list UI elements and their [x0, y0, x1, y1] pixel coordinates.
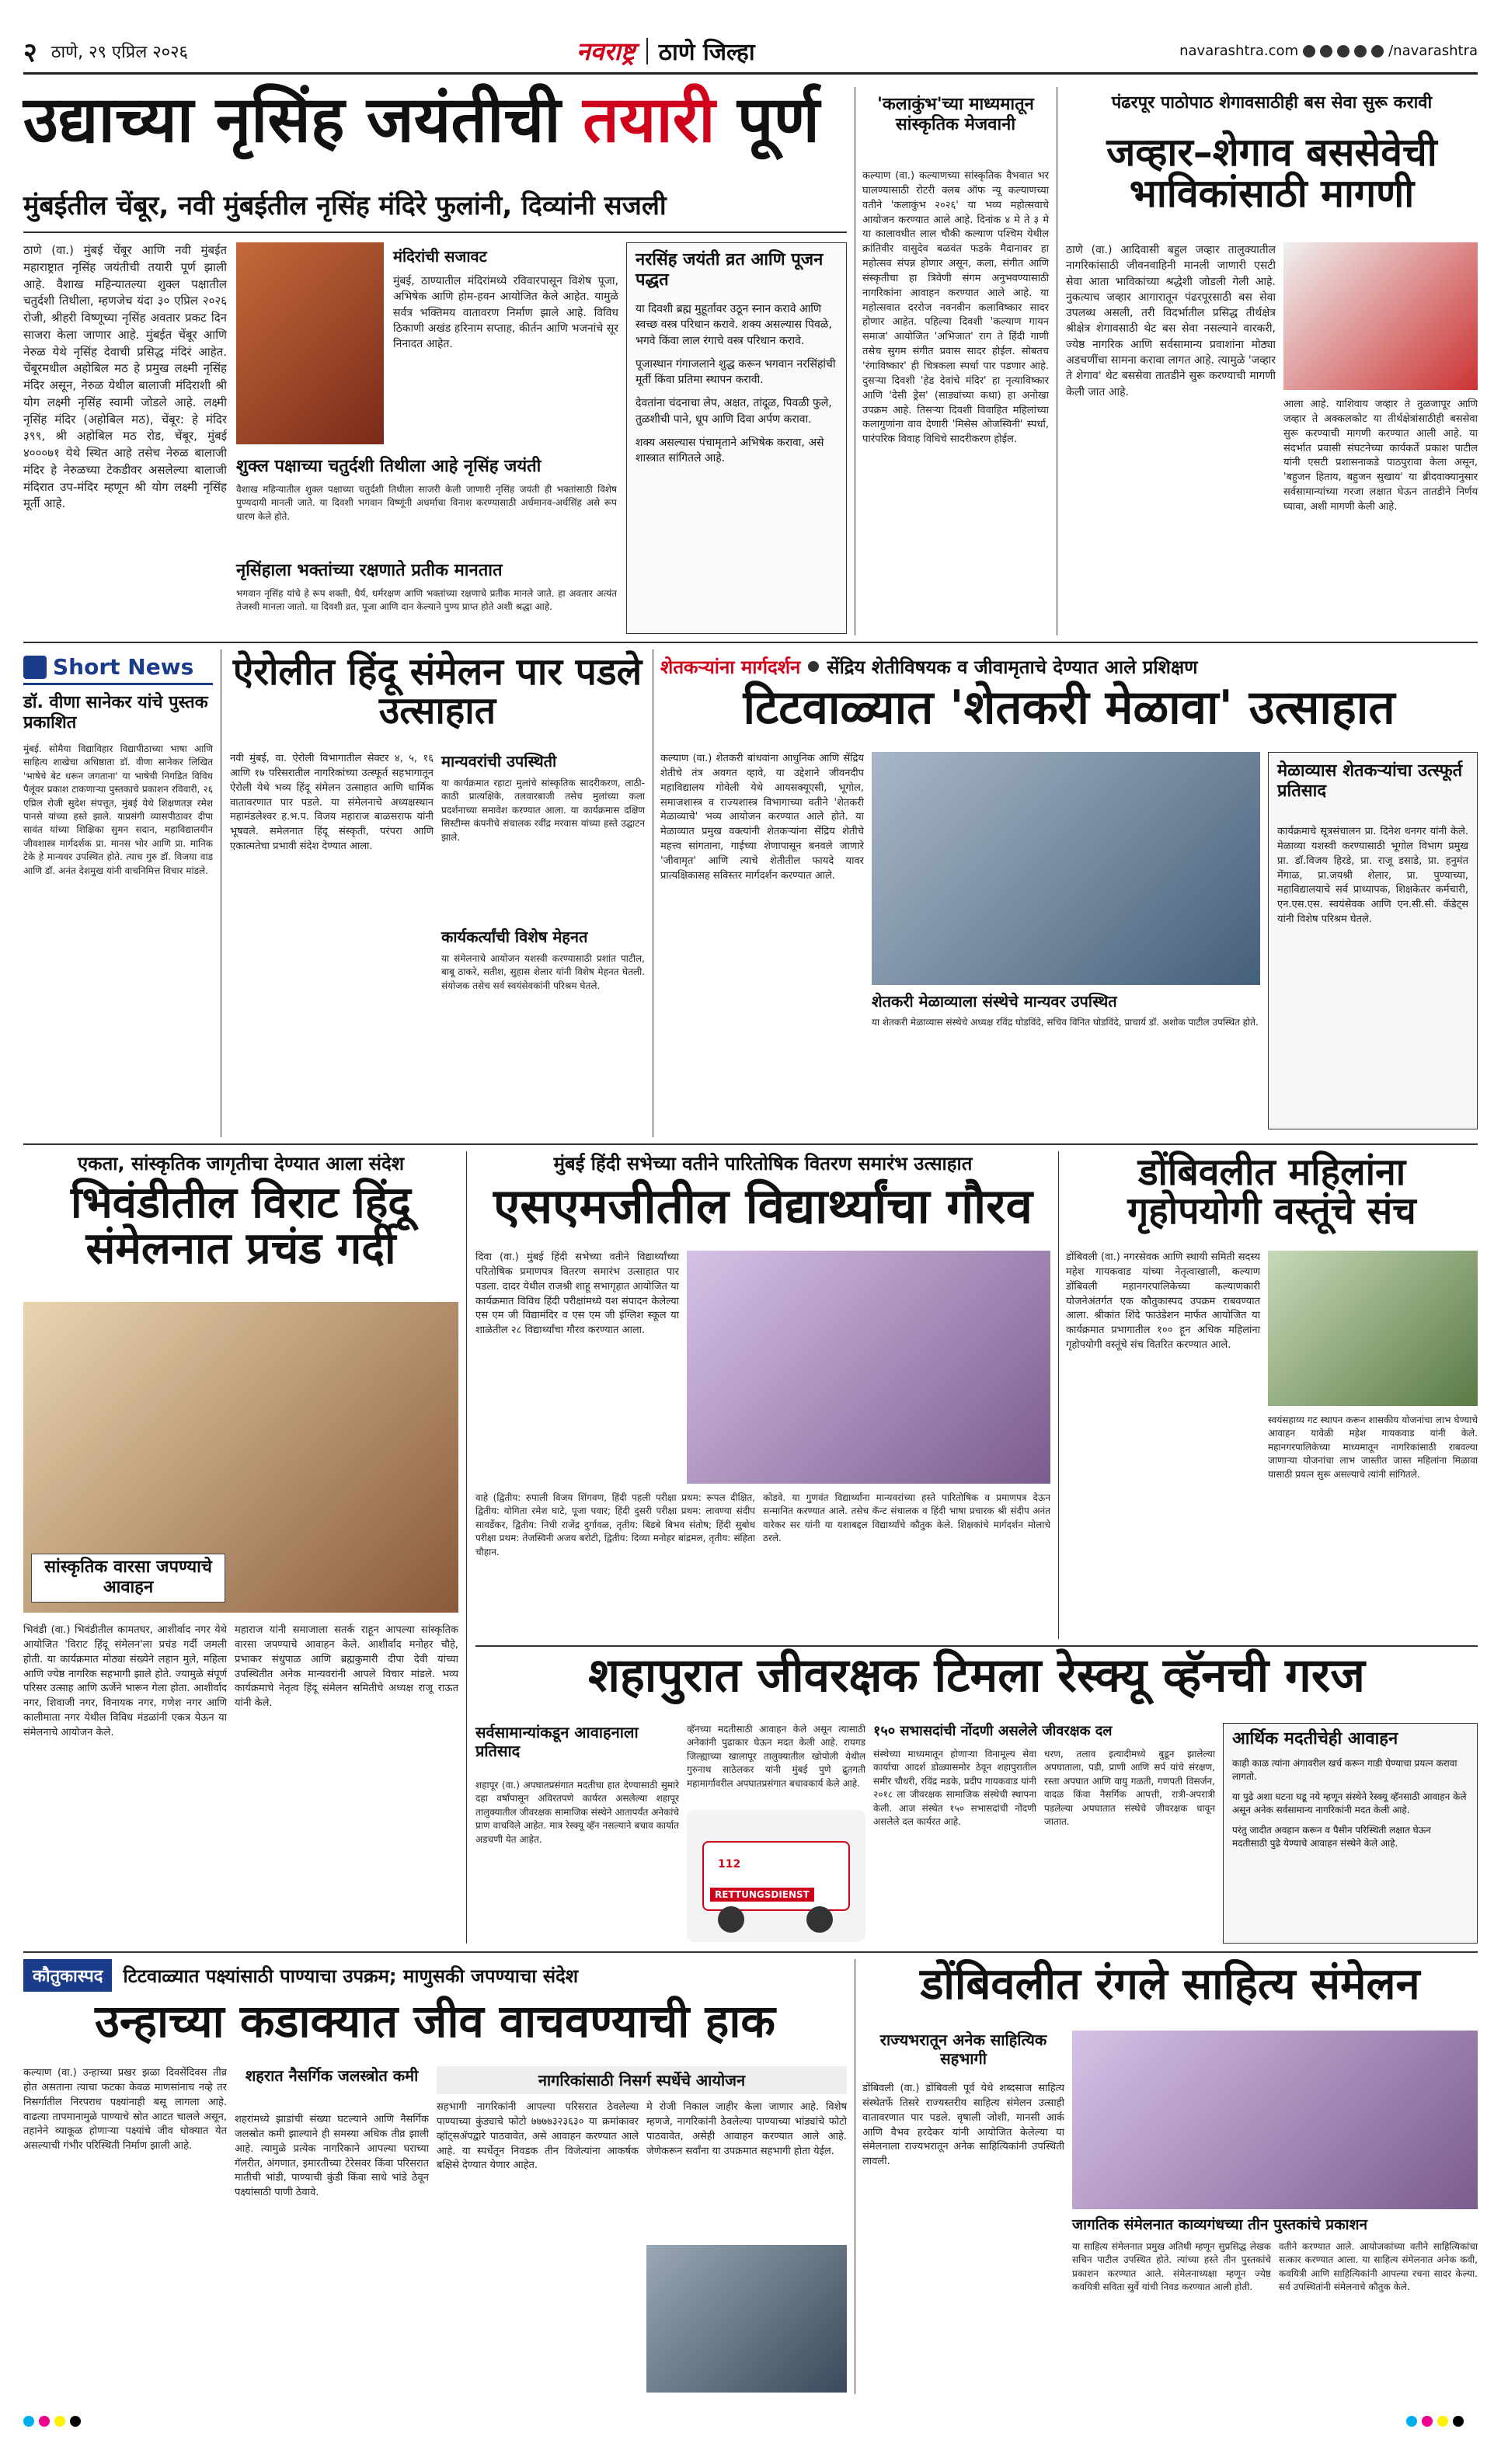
bhiwandi-caption: सांस्कृतिक वारसा जपण्याचे आवाहन — [31, 1554, 225, 1603]
yellow-mark — [1437, 2416, 1448, 2427]
dombivli2-cap-body-cont: वतीने करण्यात आले. आयोजकांच्या वतीने साहित्यिकांचा सत्कार करण्यात आला. या साहित्य संमेलनात अनेक कवी, कवयित्री आणि साहित्यिकांनी आपल्या रचना सादर केल्या. सर्व उपस्थितांनी संमेलनाचे कौतुक केले. — [1279, 2241, 1478, 2293]
rescue-van-illustration — [687, 1810, 865, 1942]
black-mark — [1453, 2416, 1464, 2427]
bhiwandi-headline: भिवंडीतील विराट हिंदू संमेलनात प्रचंड गर्दी — [70, 1178, 412, 1274]
airoli-work-title: कार्यकर्त्यांची विशेष मेहनत — [441, 927, 588, 946]
titwala-body: कल्याण (वा.) उन्हाच्या प्रखर झळा दिवसेंदिवस तीव्र होत असताना त्याचा फटका केवळ माणसांनाच नव्हे तर निसर्गातील निरपराध पक्ष्यांनाही बसू लागला आहे. वाढत्या तापमानामुळे पाण्याचे स्रोत आटत चालले असून, तहानेने व्याकूळ होणाऱ्या पक्ष्यांचे जीव धोक्यात येत असल्याची गंभीर परिस्थिती निर्माण झाली आहे. — [23, 2067, 227, 2153]
lead-headline — [23, 83, 847, 157]
titwala-sub-b: नागरिकांसाठी निसर्ग स्पर्धेचे आयोजन — [437, 2066, 847, 2094]
short-news-body: मुंबई. सोमैया विद्याविहार विद्यापीठाच्या भाषा आणि साहित्य शाखेचा अधिष्ठाता डॉ. वीणा सानेकर लिखित 'भाषेचे बेट धरून जगताना' या भाषेची निगडित विविध पैलूंवर प्रकाश टाकणाऱ्या पुस्तकाचे प्रकाशन रविवारी, २६ एप्रिल रोजी सुदेश संपत्तूत, मुंबई येथे शिक्षणतज्ञ रमेश पानसे यांच्या हस्ते झाले. याप्रसंगी व्यासपीठावर दीपा सावंत यांच्या शिक्षिका सुमन सदान, महाविद्यालयीन जीवशास्त्र मार्गदर्शक प्रा. मानस भोर आणि प्रा. मानिक टेके हे मान्यवर उपस्थित होते. त्याच गुरु डॉ. विजया वाड आणि डॉ. अनंत देशमुख यांनी वाचनिमित्त विचार मांडले. — [23, 743, 213, 876]
short-news-label-box — [23, 651, 213, 685]
header-links — [1179, 43, 1478, 59]
header-divider — [646, 38, 648, 64]
vrat-list — [636, 301, 839, 628]
smj-kicker: मुंबई हिंदी सभेच्या वतीने पारितोषिक वितरण समारंभ उत्साहात — [553, 1153, 973, 1175]
smj-body-cont: कोडवे. या गुणवंत विद्यार्थ्यांना मान्यवरांच्या हस्ते पारितोषिक व प्रमाणपत्र देऊन सन्मानित करण्यात आले. तसेच कॅन्ट संचालक व हिंदी भाषा प्रचारक श्री संदीप अनंत वारेकर सर यांनी या यशाबद्दल विद्यार्थ्यांचे कौतुक केले. शिक्षकांचे मार्गदर्शन मोलाचे ठरले. — [763, 1492, 1050, 1544]
tithi-body: वैशाख महिन्यातील शुक्ल पक्षाच्या चतुर्दशी तिथीला साजरी केली जाणारी नृसिंह जयंती ही भक्तांसाठी विशेष पुण्यदायी मानली जाते. या दिवशी भगवान विष्णूंनी अधर्माचा विनाश करण्यासाठी अर्धमानव-अर्धसिंह असे रूप धारण केले होते. — [236, 484, 617, 522]
facebook-icon[interactable] — [1303, 45, 1315, 57]
farmers-side-title: मेळाव्यास शेतकऱ्यांचा उत्स्फूर्त प्रतिसाद — [1277, 761, 1463, 802]
linkedin-icon[interactable] — [1371, 45, 1384, 57]
cyan-mark — [23, 2416, 34, 2427]
titwala-body-c: मे रोजी निकाल जाहीर केला जाणार आहे. विशेष म्हणजे, नागरिकांनी ठेवलेल्या पाण्याच्या भांड्यांचे फोटो पाठवावेत, असेही आवाहन करण्यात आले आहे. जेणेकरून सर्वांना या उपक्रमात सहभागी होता येईल. — [646, 2101, 847, 2157]
farmers-photo-note: या शेतकरी मेळाव्यास संस्थेचे अध्यक्ष रविंद्र घोडविंदे, सचिव विनित घोडविंदे, प्राचार्य डॉ. अशोक पाटील उपस्थित होते. — [872, 1017, 1259, 1028]
short-news-icon — [23, 656, 47, 679]
social-handle: /navarashtra — [1388, 43, 1478, 59]
shahapur-sub2: १५० सभासदांची नोंदणी असलेले जीवरक्षक दल — [873, 1723, 1113, 1739]
decor-body: मुंबई, ठाण्यातील मंदिरांमध्ये रविवारपासून विशेष पूजा, अभिषेक आणि होम-हवन आयोजित केले आहेत. यामुळे सर्वत्र भक्तिमय वातावरण निर्माण झाले आहे. विविध ठिकाणी अखंड हरिनाम सप्ताह, कीर्तन आणि भजनांचे सूर निनादत आहेत. — [393, 275, 618, 351]
shahapur-body: शहापूर (वा.) अपघातप्रसंगात मदतीचा हात देण्यासाठी सुमारे दहा वर्षांपासून अविरतपणे कार्यरत असलेल्या शहापूर तालुक्यातील जीवरक्षक सामाजिक संस्थेने आतापर्यंत अनेकांचे प्राण वाचविले आहेत. मात्र रेस्क्यू व्हॅन नसल्याने बचाव कार्यात अडचणी येत आहेत. — [475, 1780, 679, 1845]
airoli-body: नवी मुंबई, वा. ऐरोली विभागातील सेक्टर ४, ५, १६ आणि १७ परिसरातील नागरिकांच्या उत्स्फूर्त सहभागातून ऐरोली येथे भव्य हिंदू संमेलन उत्साहात आणि धार्मिक वातावरणात पार पडले. या संमेलनाचे अध्यक्षस्थान महामंडलेश्वर ह.भ.प. विजय महाराज बाळसराफ यांनी भूषवले. समेलनात हिंदू संस्कृती, परंपरा आणि एकात्मतेचा प्रभावी संदेश देण्यात आला. — [230, 753, 434, 853]
page-header — [23, 30, 1478, 75]
wheel-icon — [806, 1906, 833, 1933]
tithi-title: शुक्ल पक्षाच्या चतुर्दशी तिथीला आहे नृसिंह जयंती — [236, 457, 542, 476]
vrat-item: शक्य असल्यास पंचामृताने अभिषेक करावा, असे शास्त्रात सांगितले आहे. — [636, 437, 824, 465]
short-news-label: Short News — [53, 654, 194, 680]
titwala-headline: उन्हाच्या कडाक्यात जीव वाचवण्याची हाक — [95, 1995, 775, 2048]
airoli-headline: ऐरोलीत हिंदू संमेलन पार पडले उत्साहात — [232, 650, 643, 733]
column-divider — [1058, 1151, 1059, 1639]
dombivli1-body-cont: स्वयंसहाय्य गट स्थापन करून शासकीय योजनांचा लाभ घेण्याचे आवाहन यावेळी महेश गायकवाड यांनी केले. महानगरपालिकेच्या माध्यमातून नागरिकांसाठी राबवल्या जाणाऱ्या योजनांचा लाभ जास्तीत जास्त महिलांना मिळावा यासाठी प्रयत्न सुरू असल्याचे त्यांनी सांगितले. — [1268, 1415, 1478, 1480]
brand-logo: नवराष्ट्र — [576, 37, 636, 66]
farmers-photo-caption: शेतकरी मेळाव्याला संस्थेचे मान्यवर उपस्थित — [872, 992, 1117, 1011]
divider — [475, 1645, 1478, 1647]
farmers-side-body: कार्यक्रमाचे सूत्रसंचालन प्रा. दिनेश धनगर यांनी केले. मेळाव्या यशस्वी करण्यासाठी भूगोल विभाग प्रमुख प्रा. डॉ.विजय हिरडे, प्रा. राजू डसाडे, प्रा. हनुमंत मेंगाळ, प्रा.जयश्री शेलार, प्रा. पुण्याच्या, महाविद्यालयाचे सर्व प्राध्यापक, शिक्षकेतर कर्मचारी, एन.एस.एस. स्वयंसेवक आणि एन.सी.सी. कॅडेट्स यांनी विशेष परिश्रम घेतले. — [1277, 826, 1468, 926]
protect-body: भगवान नृसिंह यांचे हे रूप शक्ती, धैर्य, धर्मरक्षण आणि भक्तांच्या रक्षणाचे प्रतीक मानले जाते. हा अवतार अत्यंत तेजस्वी मानला जातो. या दिवशी व्रत, पूजा आणि दान केल्याने पुण्य प्राप्त होते अशी श्रद्धा आहे. — [236, 588, 617, 613]
vrat-item: या दिवशी ब्रह्म मुहूर्तावर उठून स्नान करावे आणि स्वच्छ वस्त्र परिधान करावे. शक्य असल्यास पिवळे, भगवे किंवा लाल रंगाचे वस्त्र परिधान करावे. — [636, 303, 832, 347]
lead-headline-highlight: तयारी — [583, 83, 716, 157]
dombivli2-caption: जागतिक संमेलनात काव्यगंधच्या तीन पुस्तकांचे प्रकाशन — [1072, 2216, 1368, 2233]
lead-subhead: मुंबईतील चेंबूर, नवी मुंबईतील नृसिंह मंदिरे फुलांनी, दिव्यांनी सजली — [23, 190, 667, 221]
shahapur-sub1: सर्वसामान्यांकडून आवाहनाला प्रतिसाद — [475, 1723, 639, 1760]
dombivli1-headline: डोंबिवलीत महिलांना गृहोपयोगी वस्तूंचे संच — [1127, 1150, 1416, 1234]
shahapur-headline: शहापुरात जीवरक्षक टिमला रेस्क्यू व्हॅनची गरज — [588, 1648, 1365, 1703]
aid-title: आर्थिक मदतीचेही आवाहन — [1232, 1729, 1398, 1749]
titwala-body-a: शहरांमध्ये झाडांची संख्या घटल्याने आणि नैसर्गिक जलस्रोत कमी झाल्याने ही समस्या अधिक तीव्र झाली आहे. त्यामुळे प्रत्येक नागरिकाने आपल्या घराच्या गॅलरीत, अंगणात, इमारतीच्या टेरेसवर किंवा परिसरात मातीची भांडी, पाण्याची कुंडी किंवा साधे भांडे ठेवून पक्ष्यांसाठी पाणी ठेवावे. — [235, 2114, 429, 2199]
divider — [23, 231, 847, 233]
divider — [23, 1143, 1478, 1145]
titwala-kicker-bar — [23, 1959, 847, 1992]
aid-item: काही काळ त्यांना अंगावरील खर्च करून गाडी घेण्याचा प्रयत्न करावा लागतो. — [1232, 1758, 1457, 1783]
dombivli2-headline: डोंबिवलीत रंगले साहित्य संमेलन — [920, 1959, 1420, 2010]
bhiwandi-kicker: एकता, सांस्कृतिक जागृतीचा देण्यात आला संदेश — [77, 1153, 405, 1175]
aid-item: या पुढे अशा घटना घडू नये म्हणून संस्थेने रेस्क्यू व्हॅनसाठी आवाहन केले असून अनेक सर्वसामान्य नागरिकांनी मदत केली आहे. — [1232, 1791, 1467, 1816]
magenta-mark — [1422, 2416, 1433, 2427]
lead-headline-part3: पूर्ण — [715, 83, 820, 157]
kalakumbh-headline: 'कलाकुंभ'च्या माध्यमातून सांस्कृतिक मेजवानी — [877, 95, 1034, 135]
divider — [23, 642, 1478, 643]
smj-headline: एसएमजीतील विद्यार्थ्यांचा गौरव — [493, 1178, 1033, 1234]
registration-marks — [1406, 2416, 1464, 2427]
van-label: RETTUNGSDIENST — [710, 1888, 814, 1902]
black-mark — [70, 2416, 81, 2427]
instagram-icon[interactable] — [1337, 45, 1350, 57]
farmers-kicker-red: शेतकऱ्यांना मार्गदर्शन — [660, 656, 801, 678]
dombivli2-body: डोंबिवली (वा.) डोंबिवली पूर्व येथे शब्दसाज साहित्य संस्थेतर्फे तिसरे राज्यस्तरीय साहित्य संमेलन उत्साही वातावरणात पार पडले. वृषाली जोशी, मानसी आर्क आणि वैभव हरदेकर यांनी आयोजित केलेल्या या संमेलनाला राज्यभरातून अनेक साहित्यिकांनी उपस्थिती लावली. — [862, 2083, 1064, 2168]
airoli-guests-body: या कार्यक्रमात रहाटा मुलांचे सांस्कृतिक सादरीकरण, लाठी-काठी प्रात्यक्षिके, तलवारबाजी तसेच मुलांच्या कला प्रदर्शनाच्या समावेश करण्यात आला. या कार्यक्रमास दक्षिण सिस्टीम्स कंपनीचे संचालक रवींद्र मरवास यांच्या हस्ते उद्घाटन झाले. — [441, 778, 645, 843]
smj-winners: वाहे (द्वितीय: रुपाली विजय शिंगवण, हिंदी पहली परीक्षा प्रथम: रूपल दीक्षित, द्वितीय: योगिता रमेश घाटे, पूजा पवार; हिंदी दुसरी परीक्षा प्रथम: लावण्या संदीप सावर्डेकर, द्वितीय: निधी राजेंद्र दुर्गावळ, तृतीय: बिडबे बिभव संतोष; हिंदी सुबोध परीक्षा प्रथम: तेजस्विनी अजय बरोटी, द्वितीय: दिव्या मनोहर बांद्रमल, तृतीय: संहिता चौहान. — [475, 1492, 755, 1557]
dombivli1-body: डोंबिवली (वा.) नगरसेवक आणि स्थायी समिती सदस्य महेश गायकवाड यांच्या नेतृत्वाखाली, कल्याण डोंबिवली महानगरपालिकेच्या कल्याणकारी योजनेअंतर्गत एक कौतुकास्पद उपक्रम राबवण्यात आला. श्रीकांत शिंदे फाउंडेशन मार्फत आयोजित या कार्यक्रमात प्रभागातील १०० हून अधिक महिलांना गृहोपयोगी वस्तूंचे संच वितरित करण्यात आले. — [1066, 1251, 1260, 1352]
website-link[interactable]: navarashtra.com — [1179, 43, 1299, 59]
aid-item: परंतु जादीत अवहान करून व पैसीन परिस्थिती लक्षात घेऊन मदतीसाठी पुढे येण्याचे आवाहन संस्थेने केले आहे. — [1232, 1824, 1431, 1849]
youtube-icon[interactable] — [1354, 45, 1367, 57]
shahapur-body2: संस्थेच्या माध्यमातून होणाऱ्या विनामूल्य सेवा कार्याचा आदर्श डोळ्यासमोर ठेवून शहापुरातील समीर चौधरी, रविंद्र मडके, प्रदीप गायकवाड यांनी २०१८ ला जीवरक्षक सामाजिक संस्थेची स्थापना केली. आज संस्थेत १५० सभासदांची नोंदणी असलेले दल कार्यरत आहे. — [873, 1749, 1036, 1827]
protect-title: नृसिंहाला भक्तांच्या रक्षणाते प्रतीक मानतात — [236, 561, 503, 580]
vrat-item: पूजास्थान गंगाजलाने शुद्ध करून भगवान नरसिंहांची मूर्ती किंवा प्रतिमा स्थापन करावी. — [636, 357, 836, 387]
farmers-body: कल्याण (वा.) शेतकरी बांधवांना आधुनिक आणि सेंद्रिय शेतीचे तंत्र अवगत व्हावे, या उद्देशाने जीवनदीप महाविद्यालय गोवेली येथे आयसक्यूएसी, भूगोल, समाजशास्त्र व राज्यशास्त्र विभागाच्या वतीने 'शेतकरी मेळाव्याचे' भव्य आयोजन करण्यात आले होते. या मेळाव्यात प्रमुख वक्त्यांनी शेतकऱ्यांना सेंद्रिय शेतीचे महत्त्व सांगताना, गाईच्या शेणापासून बनवले जाणारे 'जीवामृत' आणि त्याचे शेतीतील फायदे यावर प्रात्यक्षिकासह सविस्तर मार्गदर्शन करण्यात आले. — [660, 753, 864, 882]
farmers-kicker — [660, 653, 1478, 680]
lead-body: ठाणे (वा.) मुंबई चेंबूर आणि नवी मुंबईत महाराष्ट्रात नृसिंह जयंतीची तयारी पूर्ण झाली आहे. वैशाख महिन्यातल्या शुक्ल पक्षातील चतुर्दशी तिथीला, म्हणजेच यंदा ३० एप्रिल २०२६ रोजी, श्रीहरी विष्णूच्या नृसिंह अवतार प्रकट दिन साजरा केला जाणार आहे. मुंबईत चेंबूर आणि नेरुळ येथे नृसिंह देवाची प्रसिद्ध मंदिरं आहेत. चेंबूरमधील अहोबिल मठ हे प्रमुख लक्ष्मी नृसिंह मंदिर असून, नेरुळ येथील बालाजी मंदिराशी श्री योग लक्ष्मी नृसिंह स्वामी जोडले आहे. लक्ष्मी नृसिंह मंदिर (अहोबिल मठ), चेंबूर: हे मंदिर ३९९, श्री अहोबिल मठ रोड, चेंबूर, मुंबई ४०००७१ येथे स्थित आहे तसेच नेरुळ बालाजी मंदिर हे नेरुळच्या टेकडीवर असलेल्या बालाजी मंदिरात उप-मंदिर म्हणून श्री योग लक्ष्मी नृसिंह मूर्ती आहे. — [23, 243, 227, 511]
titwala-sub-a: शहरात नैसर्गिक जलस्त्रोत कमी — [245, 2066, 419, 2085]
column-divider — [466, 1151, 467, 1944]
edition-name: ठाणे जिल्हा — [658, 39, 755, 66]
titwala-kicker: टिटवाळ्यात पक्ष्यांसाठी पाण्याचा उपक्रम; माणुसकी जपण्याचा संदेश — [123, 1965, 579, 1987]
titwala-label: कौतुकास्पद — [23, 1959, 112, 1992]
dombivli2-photo — [1072, 2031, 1478, 2209]
bhiwandi-body: भिवंडी (वा.) भिवंडीतील कामतघर, आशीर्वाद नगर येथे आयोजित 'विराट हिंदू संमेलन'ला प्रचंड गर्दी जमली होती. या कार्यक्रमात मोठ्या संख्येने लहान मुले, महिला आणि ज्येष्ठ नागरिक सहभागी झाले होते. ज्यामुळे संपूर्ण परिसर उत्साह आणि ऊर्जेने भारून गेला होता. आशीर्वाद नगर, शिवाजी नगर, विनायक नगर, गणेश नगर आणि कालीमाता नगर येथील विविध मंडळांनी एकत्र येऊन या संमेलनाचे आयोजन केले. — [23, 1624, 227, 1738]
smj-photo — [687, 1251, 1050, 1484]
vrat-title: नरसिंह जयंती व्रत आणि पूजन पद्धत — [636, 250, 824, 291]
page-number: २ — [23, 37, 37, 68]
yellow-mark — [54, 2416, 65, 2427]
registration-marks — [23, 2416, 81, 2427]
shegaon-body-cont: आला आहे. याशिवाय जव्हार ते तुळजापूर आणि जव्हार ते अक्कलकोट या तीर्थक्षेत्रांसाठीही बससेवा सुरू करण्याची मागणी करण्यात आली आहे. या संदर्भात प्रवासी संघटनेच्या कार्यकर्ते प्रकाश पाटील यांनी एसटी प्रशासनाकडे पाठपुरावा केला असून, 'बहुजन हिताय, बहुजन सुखाय' या ब्रीदवाक्यानुसार सर्वसामान्यांच्या गरजा लक्षात घेऊन तातडीने निर्णय घ्यावा, अशी मागणी केली आहे. — [1283, 398, 1478, 513]
divider — [23, 1951, 1478, 1953]
shegaon-kicker: पंढरपूर पाठोपाठ शेगावसाठीही बस सेवा सुरू करावी — [1111, 93, 1433, 113]
issue-date: ठाणे, २९ एप्रिल २०२६ — [50, 42, 188, 62]
bullet-icon — [808, 661, 819, 672]
shahapur-body3: धरण, तलाव इत्यादीमध्ये बुडून झालेल्या अपघाताला, पडी, प्राणी आणि सर्प यांचे संरक्षण, रस्ता अपघात आणि वायु गळती, गणपती विसर्जन, वादळ किंवा नैसर्गिक आपत्ती, रात्री-अपरात्री पडलेल्या अपघातात संस्थेचे जीवरक्षक धावून जातात. — [1044, 1749, 1215, 1827]
decor-title: मंदिरांची सजावट — [393, 247, 487, 266]
dombivli2-cap-body: या साहित्य संमेलनात प्रमुख अतिथी म्हणून सुप्रसिद्ध लेखक सचिन पाटील उपस्थित होते. त्यांच्या हस्ते तीन पुस्तकांचे प्रकाशन करण्यात आले. संमेलनाध्यक्षा म्हणून ज्येष्ठ कवयित्री सविता सुर्वे यांची निवड करण्यात आली होती. — [1072, 2241, 1271, 2293]
vrat-item: देवतांना चंदनाचा लेप, अक्षत, तांदूळ, पिवळी फुले, तुळशीची पाने, धूप आणि दिवा अर्पण करावा. — [636, 397, 832, 426]
bhiwandi-body-cont: महाराज यांनी समाजाला सतर्क राहून आपल्या सांस्कृतिक वारसा जपण्याचे आवाहन केले. आशीर्वाद मनोहर चौहे, प्रभाकर संधुपाळ आणि ब्रह्मकुमारी दीपा देवी यांच्या उपस्थितीत अनेक मान्यवरांनी आपले विचार मांडले. भव्य कार्यक्रमाचे नेतृत्व हिंदू संमेलन समितीचे अध्यक्ष राजू राऊत यांनी केले. — [235, 1624, 458, 1710]
farmers-kicker-text: सेंद्रिय शेतीविषयक व जीवामृताचे देण्यात आले प्रशिक्षण — [827, 656, 1198, 678]
magenta-mark — [39, 2416, 50, 2427]
lead-headline-part1: उद्याच्या नृसिंह जयंतीची — [23, 83, 583, 157]
wheel-icon — [718, 1906, 744, 1933]
twitter-icon[interactable] — [1320, 45, 1332, 57]
shegaon-body: ठाणे (वा.) आदिवासी बहुल जव्हार तालुक्यातील नागरिकांसाठी जीवनवाहिनी मानली जाणारी एसटी सेवा आता भाविकांच्या श्रद्धेशी जोडली गेली आहे. नुकत्याच जव्हार आगारातून पंढरपूरसाठी बस सेवा उपलब्ध असली, तरी विदर्भातील प्रसिद्ध तीर्थक्षेत्र श्रीक्षेत्र शेगावसाठी थेट बस सेवा नसल्याने वारकरी, ज्येष्ठ नागरिक आणि सर्वसामान्य प्रवाशांना मोठ्या अडचणींचा सामना करावा लागत आहे. त्यामुळे 'जव्हार ते शेगाव' थेट बससेवा तातडीने सुरू करण्याची मागणी केली जात आहे. — [1066, 244, 1276, 398]
aid-list — [1232, 1757, 1468, 1936]
dombivli1-photo — [1268, 1251, 1478, 1406]
short-news-title: डॉ. वीणा सानेकर यांचे पुस्तक प्रकाशित — [23, 693, 208, 733]
bird-photo — [646, 2245, 847, 2393]
farmers-headline: टिटवाळ्यात 'शेतकरी मेळावा' उत्साहात — [743, 680, 1395, 735]
smj-body: दिवा (वा.) मुंबई हिंदी सभेच्या वतीने विद्यार्थ्यांच्या परितोषिक प्रमाणपत्र वितरण समारंभ उत्साहात पार पडला. दादर येथील राजश्री शाहू सभागृहात आयोजित या कार्यक्रमात विविध हिंदी परीक्षांमध्ये यश संपादन केलेल्या एस एम जी विद्यामंदिर व एस एम जी इंग्लिश स्कूल या शाळेतील २८ विद्यार्थ्यांचा गौरव करण्यात आला. — [475, 1251, 679, 1337]
dombivli2-sub: राज्यभरातून अनेक साहित्यिक सहभागी — [879, 2031, 1047, 2068]
titwala-body-b: सहभागी नागरिकांनी आपल्या परिसरात ठेवलेल्या पाण्याच्या कुंड्याचे फोटो ७७७७३२३६३० या क्रमांकावर व्हॉट्सॲपद्वारे पाठवावेत, असे आवाहन करण्यात आले आहे. या स्पर्धेतून निवडक तीन विजेत्यांना आकर्षक बक्षिसे देण्यात येणार आहेत. — [437, 2101, 639, 2172]
shegaon-headline: जव्हार–शेगाव बससेवेची भाविकांसाठी मागणी — [1106, 130, 1437, 216]
farmers-photo — [872, 752, 1260, 985]
shahapur-body-mid: व्हॅनच्या मदतीसाठी आवाहन केले असून त्यासाठी अनेकांनी पुढाकार घेऊन मदत केली आहे. रायगड जिल्ह्याच्या खालापूर तालुक्यातील खोपोली येथील गुरुनाथ साठेलकर यांनी मुंबई पुणे द्रुतगती महामार्गावरील अपघातप्रसंगात बचावकार्य केले आहे. — [687, 1724, 865, 1789]
temple-photo-1 — [236, 242, 384, 444]
airoli-guests-title: मान्यवरांची उपस्थिती — [441, 752, 557, 771]
bus-photo — [1283, 242, 1478, 390]
kalakumbh-body: कल्याण (वा.) कल्याणच्या सांस्कृतिक वैभवात भर घालण्यासाठी रोटरी क्लब ऑफ न्यू कल्याणच्या वतीने 'कलाकुंभ २०२६' या भव्य महोत्सवाचे आयोजन करण्यात आले आहे. दिनांक ४ मे ते ३ मे या कालावधीत लाल चौकी कल्याण पश्चिम येथील क्रांतिवीर वासुदेव बळवंत फडके मैदानावर हा महोत्सव संपन्न होणार असून, कला, संगीत आणि संस्कृतीचा हा त्रिवेणी संगम अनुभवण्यासाठी नागरिकांना आवाहन करण्यात आले आहे. या महोत्सवात दररोज नवनवीन कलाविष्कार सादर होणार आहेत. पहिल्या दिवशी 'कल्याण गायन समाज' आयोजित 'अभिजात' राग ते हिंदी गाणी तसेच सुगम संगीत प्रवास सादर होईल. सोबतच 'रंगाविष्कार' ही चित्रकला स्पर्धा पार पडणार आहे. दुसऱ्या दिवशी 'हेड देवांचे मंदिर' हा नृत्याविष्कार आणि 'देसी ड्रेस' (साड्यांच्या कथा) हा अनोखा उपक्रम आहे. तिसऱ्या दिवशी विवाहित महिलांच्या कलागुणांना वाव देणारी 'मिसेस ओजस्विनी' स्पर्धा, पारंपरिक विवाह विधिचे सादरीकरण होईल. — [862, 170, 1049, 446]
airoli-work-body: या संमेलनाचे आयोजन यशस्वी करण्यासाठी प्रशांत पाटील, बाबू ठाकरे, सतीश, सुहास शेलार यांनी विशेष मेहनत घेतली. संयोजक तसेच सर्व स्वयंसेवकांनी परिश्रम घेतले. — [441, 953, 645, 991]
van-number: 112 — [718, 1858, 741, 1871]
cyan-mark — [1406, 2416, 1417, 2427]
